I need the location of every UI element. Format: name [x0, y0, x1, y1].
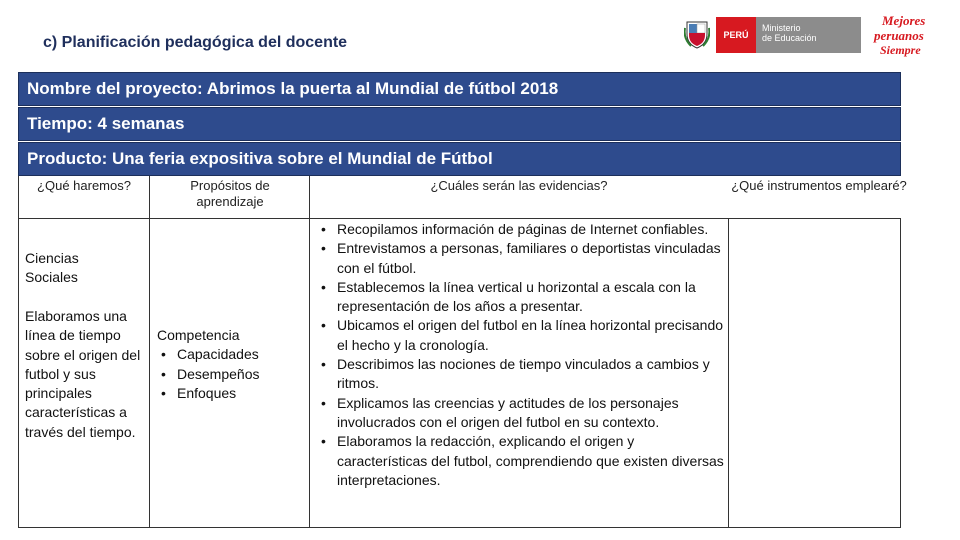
- ministry-line2: de Educación: [762, 33, 817, 43]
- list-item: • Establecemos la línea vertical u horizontal a escala con la representación de los años a presentar.: [317, 278, 724, 317]
- grid-col3: [728, 218, 729, 528]
- slogan-line3: Siempre: [880, 43, 921, 57]
- grid-col1: [149, 176, 150, 528]
- slogan-line1: Mejores: [882, 13, 926, 28]
- slogan-line2: peruanos: [874, 28, 924, 43]
- ministry-logo: [716, 17, 861, 53]
- header-evidences: ¿Cuáles serán las evidencias?: [430, 178, 608, 193]
- list-item: • Capacidades: [157, 345, 307, 364]
- list-item: • Describimos las nociones de tiempo vinculados a cambios y ritmos.: [317, 355, 724, 394]
- coat-of-arms-icon: [684, 18, 710, 50]
- ministry-label: [756, 17, 861, 53]
- list-item: • Explicamos las creencias y actitudes de los personajes involucrados con el origen del futbol en su contexto.: [317, 394, 724, 433]
- header-instruments: ¿Qué instrumentos emplearé?: [731, 178, 907, 193]
- list-item: • Elaboramos la redacción, explicando el origen y características del futbol, comprendiendo que existen diversas interpretaciones.: [317, 432, 724, 490]
- page-title: c) Planificación pedagógica del docente: [43, 34, 348, 51]
- grid-top: [18, 218, 901, 219]
- list-item: • Recopilamos información de páginas de Internet confiables.: [317, 220, 724, 239]
- list-item: • Enfoques: [157, 384, 307, 403]
- grid-left: [18, 176, 19, 528]
- evidences-cell: [312, 220, 724, 490]
- grid-col2: [309, 176, 310, 528]
- header-what: ¿Qué haremos?: [37, 178, 131, 193]
- time-bar: Tiempo: 4 semanas: [18, 107, 901, 141]
- list-item: • Entrevistamos a personas, familiares o deportistas vinculadas con el fútbol.: [317, 239, 724, 278]
- task-description: Elaboramos una línea de tiempo sobre el origen del futbol y sus principales características a través del tiempo.: [25, 308, 141, 440]
- product-bar: Producto: Una feria expositiva sobre el Mundial de Fútbol: [18, 142, 901, 176]
- ministry-line1: Ministerio: [762, 23, 801, 33]
- evidences-list: [312, 220, 724, 490]
- purposes-cell: [157, 326, 307, 403]
- project-name-bar: Nombre del proyecto: Abrimos la puerta al Mundial de fútbol 2018: [18, 72, 901, 106]
- area-label: Ciencias Sociales: [25, 250, 79, 286]
- list-item: • Ubicamos el origen del futbol en la línea horizontal precisando el hecho y la cronología.: [317, 316, 724, 355]
- competencia-label: Competencia: [157, 327, 240, 343]
- grid-right: [900, 218, 901, 528]
- header-purposes: Propósitos de aprendizaje: [190, 178, 270, 209]
- grid-bottom: [18, 527, 901, 528]
- peru-label: PERÚ: [716, 17, 756, 53]
- list-item: • Desempeños: [157, 365, 307, 384]
- purposes-list: [157, 345, 307, 403]
- slogan-logo: [872, 12, 932, 58]
